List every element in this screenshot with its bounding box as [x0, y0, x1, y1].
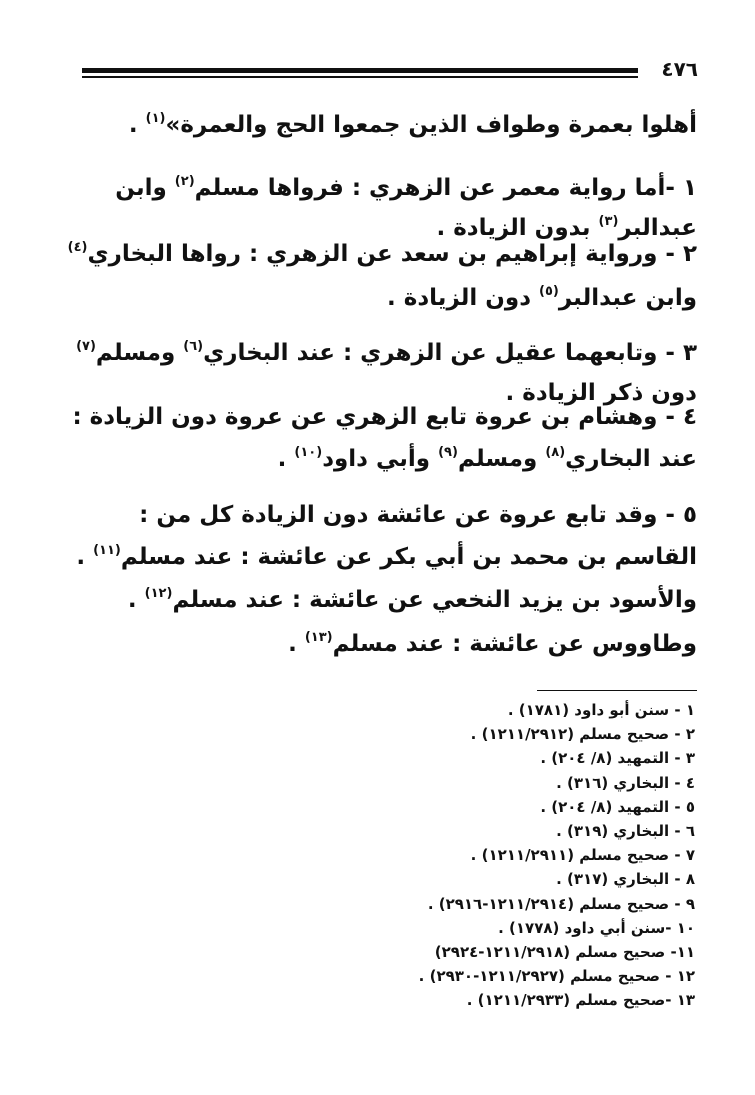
item-number: ٥ - — [665, 502, 697, 528]
item-number: ١ - — [665, 175, 697, 201]
header-rule-thin — [82, 76, 638, 78]
paragraph-item-2: ٢ - ورواية إبراهيم بن سعد عن الزهري : رواها البخاري$^{(٤)}$ وابن عبدالبر$^{(٥)}$ دون الزيادة . — [67, 240, 697, 311]
footnote-item: ٥ - التمهيد (٨/ ٢٠٤) . — [540, 797, 695, 816]
footnote-item: ٤ - البخاري (٣١٦) . — [556, 773, 695, 792]
footnote-ref[interactable]: (٨) — [545, 445, 566, 460]
footnote-ref[interactable]: (٤) — [67, 240, 88, 255]
page-header — [82, 57, 698, 84]
footnote-item: ١٢ - صحيح مسلم (١٢١١/٢٩٢٧-٢٩٣٠) . — [418, 967, 695, 986]
item-number: ٣ - — [665, 340, 697, 366]
item-number: ٢ - — [665, 241, 697, 267]
footnote-ref[interactable]: (٥) — [539, 284, 559, 299]
paragraph-item-1: ١ -أما رواية معمر عن الزهري : فرواها مسلم$^{(٢)}$ وابن عبدالبر$^{(٣)}$ بدون الزيادة . — [115, 174, 697, 241]
footnote-item: ٢ - صحيح مسلم (١٢١١/٢٩١٢) . — [470, 725, 695, 744]
page-number: ٤٧٦ — [653, 58, 698, 80]
footnote-ref[interactable]: (٧) — [76, 339, 96, 354]
narrator-line-tawus: وطاووس عن عائشة : عند مسلم$^{(١٣)}$ . — [288, 630, 697, 657]
footnote-ref[interactable]: (٢) — [174, 174, 195, 189]
footnote-ref[interactable]: (١٢) — [144, 586, 173, 601]
footnote-item: ٧ - صحيح مسلم (١٢١١/٢٩١١) . — [470, 846, 695, 865]
footnote-ref[interactable]: (٣) — [598, 214, 619, 229]
narrator-line-qasim: القاسم بن محمد بن أبي بكر عن عائشة : عند مسلم$^{(١١)}$ . — [76, 543, 697, 570]
footnote-ref[interactable]: (٩) — [438, 445, 458, 460]
paragraph-item-3: ٣ - وتابعهما عقيل عن الزهري : عند البخاري$^{(٦)}$ ومسلم$^{(٧)}$ دون ذكر الزيادة . — [76, 339, 697, 406]
header-rule-thick — [82, 68, 638, 73]
footnote-ref[interactable]: (١٠) — [294, 445, 323, 460]
paragraph-item-4: ٤ - وهشام بن عروة تابع الزهري عن عروة دون الزيادة : عند البخاري$^{(٨)}$ ومسلم$^{(٩)}$ وأبي داود$^{(١٠)}$ . — [72, 404, 697, 472]
item-number: ٤ - — [665, 404, 697, 430]
footnote-item: ١١- صحيح مسلم (١٢١١/٢٩١٨-٢٩٢٤) — [434, 943, 695, 962]
paragraph-item-5: ٥ - وقد تابع عروة عن عائشة دون الزيادة كل من : — [139, 502, 697, 528]
footnote-item: ٣ - التمهيد (٨/ ٢٠٤) . — [540, 749, 695, 768]
narrator-line-aswad: والأسود بن يزيد النخعي عن عائشة : عند مسلم$^{(١٢)}$ . — [127, 586, 697, 613]
footnote-item: ١٠ -سنن أبي داود (١٧٧٨) . — [498, 918, 695, 937]
footnote-ref[interactable]: (١٣) — [304, 630, 333, 645]
footnote-ref[interactable]: (٦) — [183, 339, 204, 354]
footnote-item: ٦ - البخاري (٣١٩) . — [556, 822, 695, 841]
footnote-ref[interactable]: (١) — [145, 111, 166, 126]
footnote-item: ٩ - صحيح مسلم (١٢١١/٢٩١٤-٢٩١٦) . — [427, 894, 695, 913]
footnote-item: ٨ - البخاري (٣١٧) . — [556, 870, 695, 889]
paragraph-continuation: أهلوا بعمرة وطواف الذين جمعوا الحج والعمرة»$^{(١)}$ . — [128, 111, 697, 138]
footnote-separator — [537, 690, 697, 691]
footnote-item: ١٣ -صحيح مسلم (١٢١١/٢٩٣٣) . — [466, 991, 695, 1010]
footnotes-list — [55, 698, 695, 1013]
footnote-item: ١ - سنن أبو داود (١٧٨١) . — [507, 701, 695, 719]
footnote-ref[interactable]: (١١) — [93, 543, 121, 558]
